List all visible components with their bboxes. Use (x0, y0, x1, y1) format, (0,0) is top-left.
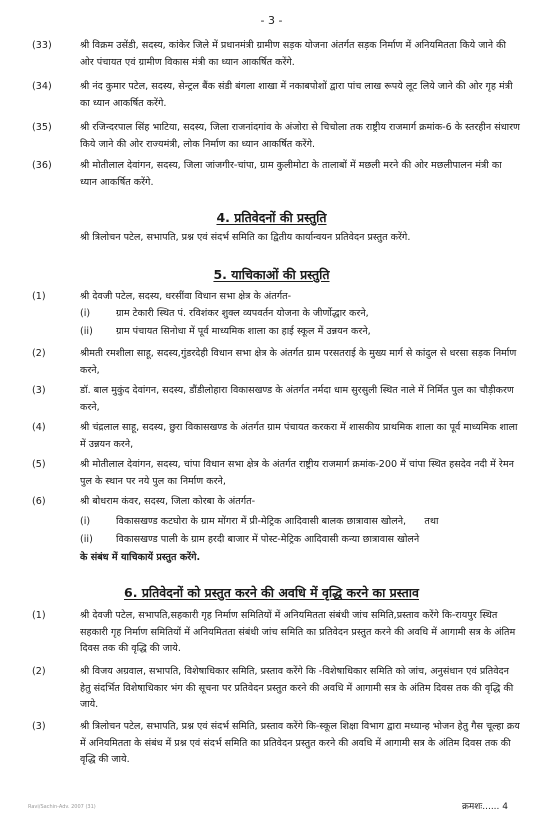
footer-code: Ravi/Sachin-Adv. 2007 (31) (28, 804, 96, 810)
item-number: (5) (32, 459, 46, 470)
item-text: श्री रजिन्दरपाल सिंह भाटिया, सदस्य, जिला राजनांदगांव के अंजोरा से चिचोला तक राष्ट्रीय राजमार्ग क्रमांक-6 के स्तरहीन संधारण किये जाने की ओर राज्यमंत्री, लोक निर्माण का ध्यान आकर्षित करेंगे. (80, 122, 520, 150)
item-number: (1) (32, 610, 46, 621)
petition-item-6 (32, 494, 520, 511)
list-item-34 (32, 79, 520, 112)
item-text: श्री नंद कुमार पटेल, सदस्य, सेन्ट्रल बैंक संडी बंगला शाखा में नकाबपोशों द्वारा पांच लाख रूपये लूट लिये जाने की ओर गृह मंत्री का ध्यान आकर्षित करेंगे. (80, 81, 513, 109)
subitem-number: (i) (80, 516, 91, 527)
item-text: श्री मोतीलाल देवांगन, सदस्य, चांपा विधान सभा क्षेत्र के अंतर्गत राष्ट्रीय राजमार्ग क्रमांक-200 में चांपा स्थित हसदेव नदी में रेमन पुल के स्थान पर नये पुल का निर्माण करने, (80, 459, 514, 487)
section-title: 6. प्रतिवेदनों को प्रस्तुत करने की अवधि में वृद्धि करने का प्रस्ताव (124, 585, 419, 600)
subitem-text: ग्राम पंचायत सिनोधा में पूर्व माध्यमिक शाला का हाई स्कूल में उन्नयन करने, (116, 326, 371, 337)
item-text: श्री मोतीलाल देवांगन, सदस्य, जिला जांजगीर-चांपा, ग्राम कुलीमोटा के तालाबों में मछली मरने की ओर मछलीपालन मंत्री का ध्यान आकर्षित करेंगे. (80, 160, 502, 188)
item-text: श्री विजय अग्रवाल, सभापति, विशेषाधिकार समिति, प्रस्ताव करेंगे कि -विशेषाधिकार समिति को जांच, अनुसंधान एवं प्रतिवेदन हेतु संदर्भित विशेषाधिकार भंग की सूचना पर प्रतिवेदन प्रस्तुत करने की अवधि में आगामी सत्र के अंतिम दिवस तक की वृद्धि की जाये. (80, 666, 514, 710)
subitem-number: (ii) (80, 326, 93, 337)
section-heading-6 (0, 584, 543, 601)
section-heading-5 (0, 266, 543, 283)
section-heading-4 (0, 209, 543, 226)
page-number: - 3 - (260, 14, 283, 27)
list-item-35 (32, 120, 520, 153)
item-text: श्री देवजी पटेल, सभापति,सहकारी गृह निर्माण समितियों में अनियमितता संबंधी जांच समिति,प्रस्ताव करेंगे कि-रायपुर स्थित सहकारी गृह निर्माण समितियों में अनियमितता संबंधी जांच समिति का प्रतिवेदन प्रस्तुत करने की अवधि में आगामी सत्र के अंतिम दिवस तक की वृद्धि की जाये. (80, 610, 516, 654)
item-number: (34) (32, 81, 52, 92)
list-item-36 (32, 158, 520, 191)
proposal-item-1 (32, 608, 520, 658)
item-number: (3) (32, 721, 46, 732)
item-number: (35) (32, 122, 52, 133)
item-text: डॉ. बाल मुकुंद देवांगन, सदस्य, डौंडीलोहारा विकासखण्ड के अंतर्गत नर्मदा धाम सुरसुली स्थित नाले में निर्मित पुल का चौड़ीकरण करने, (80, 385, 514, 413)
section-4-text: श्री त्रिलोचन पटेल, सभापति, प्रश्न एवं संदर्भ समिति का द्वितीय कार्यान्वयन प्रतिवेदन प्रस्तुत करेंगे. (80, 232, 411, 243)
petition-item-2 (32, 346, 520, 379)
item-text: श्री त्रिलोचन पटेल, सभापति, प्रश्न एवं संदर्भ समिति, प्रस्ताव करेंगे कि-स्कूल शिक्षा विभाग द्वारा मध्यान्ह भोजन हेतु गैस चूल्हा क्रय में अनियमितता के संबंध में प्रश्न एवं संदर्भ समिति का प्रतिवेदन प्रस्तुत करने की अवधि में आगामी सत्र के अंतिम दिवस तक की वृद्धि की जाये. (80, 721, 520, 765)
petition-item-1 (32, 289, 520, 306)
item-text: श्री बोधराम कंवर, सदस्य, जिला कोरबा के अंतर्गत- (80, 496, 256, 507)
item-text: श्रीमती रमशीला साहू, सदस्य,गुंडरदेही विधान सभा क्षेत्र के अंतर्गत ग्राम परसतराई के मुख्य मार्ग से कांदुल से धरसा सड़क निर्माण करने, (80, 348, 517, 376)
item-number: (6) (32, 496, 46, 507)
item-number: (1) (32, 291, 46, 302)
item-text: श्री देवजी पटेल, सदस्य, धरसींवा विधान सभा क्षेत्र के अंतर्गत- (80, 291, 292, 302)
item-text: श्री चंद्रलाल साहू, सदस्य, छुरा विकासखण्ड के अंतर्गत ग्राम पंचायत करकरा में शासकीय प्राथमिक शाला का पूर्व माध्यमिक शाला में उन्नयन करने, (80, 422, 518, 450)
item-number: (2) (32, 666, 46, 677)
section-title: 4. प्रतिवेदनों की प्रस्तुति (216, 210, 327, 225)
petition-subitem-1-ii (80, 324, 520, 341)
subitem-number: (i) (80, 308, 91, 319)
petition-closing: के संबंध में याचिकायें प्रस्तुत करेंगे. (80, 552, 201, 563)
item-number: (2) (32, 348, 46, 359)
item-number: (4) (32, 422, 46, 433)
item-text: श्री विक्रम उसेंडी, सदस्य, कांकेर जिले में प्रधानमंत्री ग्रामीण सड़क योजना अंतर्गत सड़क निर्माण में अनियमितता किये जाने की ओर पंचायत एवं ग्रामीण विकास मंत्री का ध्यान आकर्षित करेंगे. (80, 40, 507, 68)
petition-item-5 (32, 457, 520, 490)
petition-subitem-6-i (80, 514, 520, 531)
subitem-number: (ii) (80, 534, 93, 545)
section-title: 5. याचिकाओं की प्रस्तुति (213, 267, 330, 282)
continued-marker: क्रमशः...... 4 (462, 802, 508, 812)
petition-item-3 (32, 383, 520, 416)
proposal-item-3 (32, 719, 520, 769)
subitem-text: ग्राम टेकारी स्थित पं. रविशंकर शुक्ल व्यपवर्तन योजना के जीर्णोद्धार करने, (116, 308, 369, 319)
item-number: (33) (32, 40, 52, 51)
item-number: (3) (32, 385, 46, 396)
proposal-item-2 (32, 664, 520, 714)
petition-subitem-6-ii (80, 532, 520, 549)
subitem-text: विकासखण्ड पाली के ग्राम हरदी बाजार में पोस्ट-मेट्रिक आदिवासी कन्या छात्रावास खोलने (116, 534, 420, 545)
subitem-text: विकासखण्ड कटघोरा के ग्राम मोंगरा में प्री-मेट्रिक आदिवासी बालक छात्रावास खोलने, तथा (116, 516, 439, 527)
item-number: (36) (32, 160, 52, 171)
list-item-33 (32, 38, 520, 71)
petition-subitem-1-i (80, 306, 520, 323)
petition-item-4 (32, 420, 520, 453)
